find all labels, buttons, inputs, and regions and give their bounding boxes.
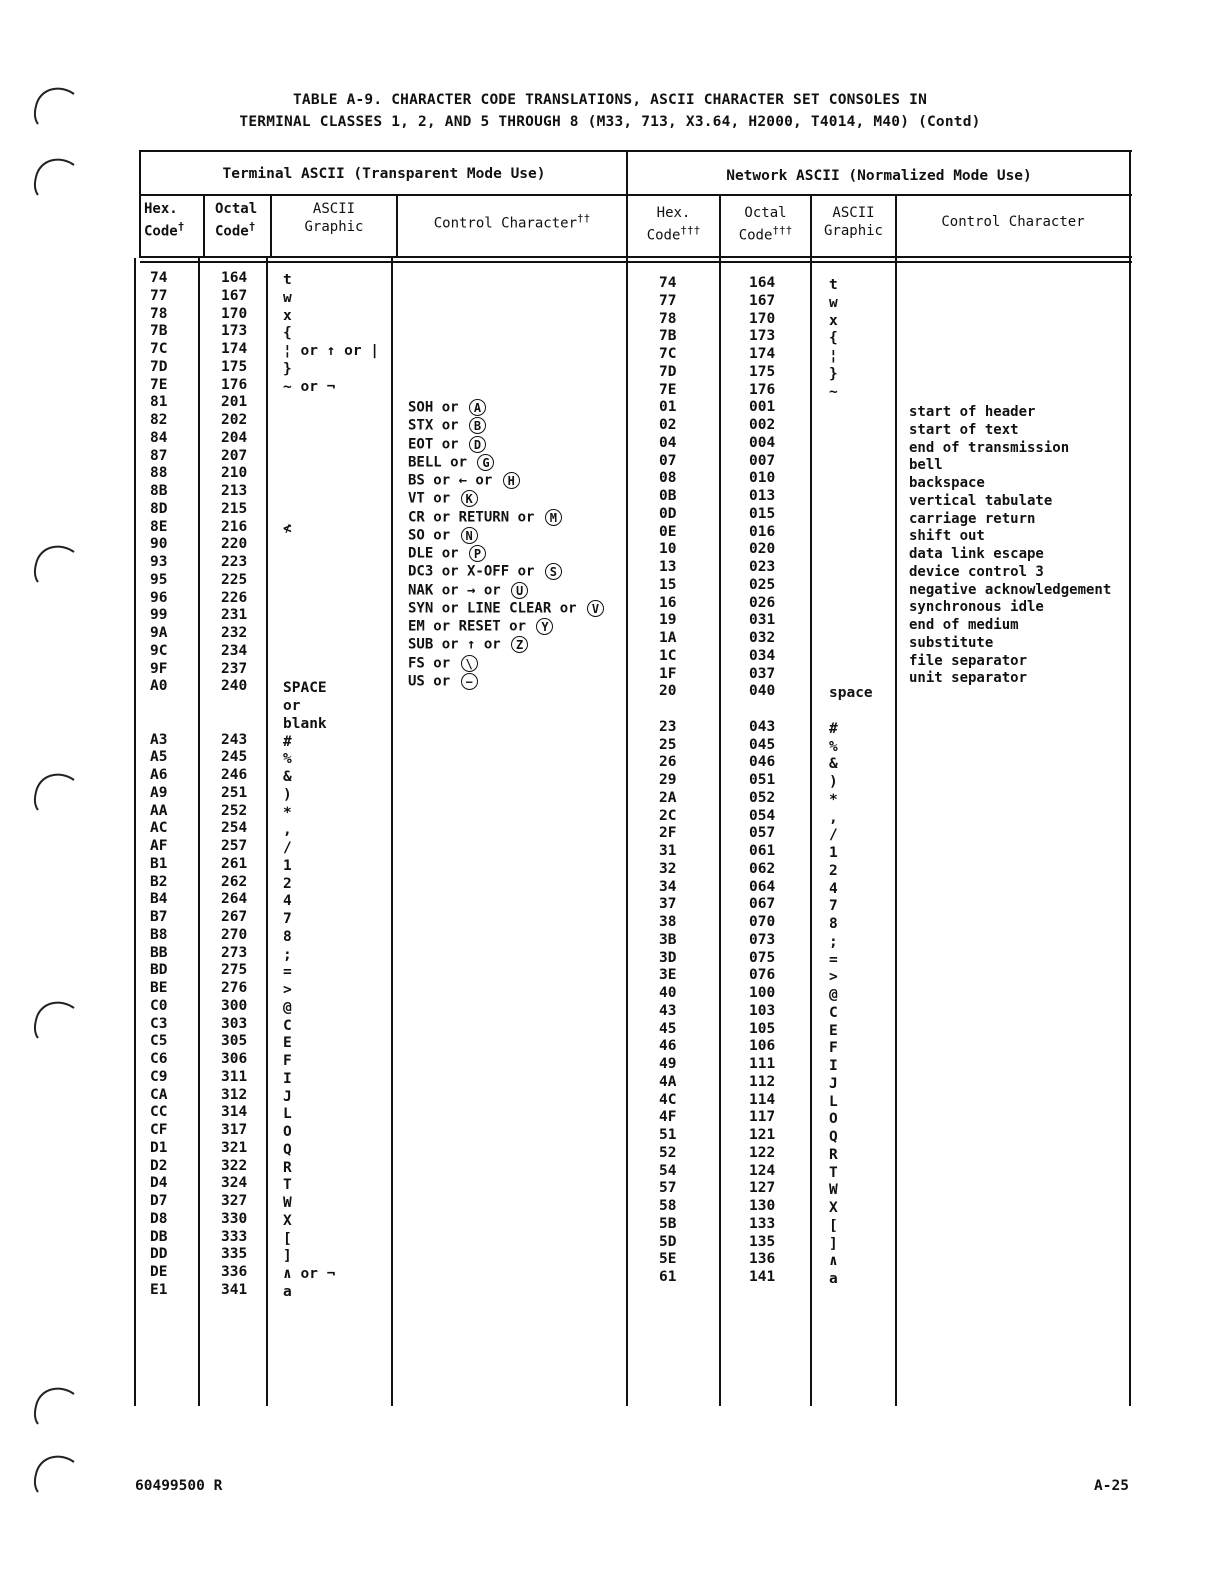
control-char-row bbox=[408, 399, 604, 417]
control-char-text: DLE or bbox=[408, 545, 468, 562]
control-char-text: SUB or ↑ or bbox=[408, 636, 510, 653]
control-char-row bbox=[408, 509, 604, 527]
table-title-line2: TERMINAL CLASSES 1, 2, AND 5 THROUGH 8 (M33, 713, X3.64, H2000, T4014, M40) (Contd) bbox=[239, 114, 981, 130]
header-network-octal: Octal Code††† bbox=[738, 205, 793, 244]
col-divider bbox=[810, 194, 812, 1406]
group-header-divider bbox=[140, 194, 1132, 196]
table-left-border bbox=[139, 150, 141, 258]
binder-hole-icon bbox=[30, 1452, 76, 1494]
section-divider bbox=[626, 150, 628, 1406]
terminal-control-column bbox=[408, 399, 604, 691]
control-char-text: DC3 or X-OFF or bbox=[408, 563, 543, 580]
col-divider bbox=[203, 194, 205, 258]
header-terminal-octal: Octal Code† bbox=[215, 201, 258, 240]
table-right-border bbox=[1129, 150, 1131, 1406]
control-char-text: VT or bbox=[408, 490, 459, 507]
control-char-row bbox=[408, 655, 604, 673]
control-char-text: EOT or bbox=[408, 436, 468, 452]
header-network-hex: Hex. Code††† bbox=[646, 205, 701, 244]
terminal-group-header: Terminal ASCII (Transparent Mode Use) bbox=[222, 166, 546, 182]
circled-key-icon: G bbox=[477, 454, 494, 471]
control-char-row bbox=[408, 636, 604, 654]
control-char-text: EM or RESET or bbox=[408, 618, 535, 635]
control-char-row bbox=[408, 582, 604, 600]
network-control-column: start of header start of text end of transmission bell backspace vertical tabulate carriage return shift out data link escape device control 3 negative acknowledgement synchronous idle end of medium substitute file separator unit separator bbox=[909, 404, 1112, 687]
document-number: 60499500 R bbox=[135, 1478, 223, 1494]
col-divider bbox=[198, 258, 200, 1406]
circled-key-icon: Y bbox=[536, 618, 553, 635]
control-char-row bbox=[408, 436, 604, 454]
circled-key-icon: U bbox=[511, 582, 528, 599]
circled-key-icon: − bbox=[461, 673, 478, 690]
control-char-text: BS or ← or bbox=[408, 472, 501, 489]
control-char-text: SYN or LINE CLEAR or bbox=[408, 600, 586, 617]
network-hex-column: 74 77 78 7B 7C 7D 7E 01 02 04 07 08 0B 0D 0E 10 13 15 16 19 1A 1C 1F 20 23 25 26 29 2A 2C 2F 31 32 34 37 38 3B 3D 3E 40 43 45 46 49 4A 4C 4F 51 52 54 57 58 5B 5D 5E 61 bbox=[659, 275, 677, 1285]
circled-key-icon: P bbox=[469, 545, 486, 562]
control-char-text: SO or bbox=[408, 527, 459, 544]
control-char-row bbox=[408, 527, 604, 545]
terminal-hex-column: 74 77 78 7B 7C 7D 7E 81 82 84 87 88 8B 8D 8E 90 93 95 96 99 9A 9C 9F A0 A3 A5 A6 A9 AA AC AF B1 B2 B4 B7 B8 BB BD BE C0 C3 C5 C6 C9 CA CC CF D1 D2 D4 D7 D8 DB DD DE E1 bbox=[150, 270, 168, 1298]
terminal-octal-column: 164 167 170 173 174 175 176 201 202 204 207 210 213 215 216 220 223 225 226 231 232 234 237 240 243 245 246 251 252 254 257 261 262 264 267 270 273 275 276 300 303 305 306 311 312 314 317 321 322 324 327 330 333 335 336 341 bbox=[221, 270, 248, 1298]
network-octal-column: 164 167 170 173 174 175 176 001 002 004 007 010 013 015 016 020 023 025 026 031 032 034 037 040 043 045 046 051 052 054 057 061 062 064 067 070 073 075 076 100 103 105 106 111 112 114 117 121 122 124 127 130 133 135 136 141 bbox=[749, 275, 776, 1285]
header-network-control: Control Character bbox=[941, 214, 1085, 230]
binder-hole-icon bbox=[30, 542, 76, 584]
control-char-text: NAK or → or bbox=[408, 582, 510, 598]
circled-key-icon: M bbox=[545, 509, 562, 526]
header-terminal-graphic: ASCII Graphic bbox=[304, 201, 364, 235]
circled-key-icon: \ bbox=[461, 655, 478, 672]
header-terminal-hex: Hex. Code† bbox=[144, 201, 185, 240]
circled-key-icon: S bbox=[545, 563, 562, 580]
network-group-header: Network ASCII (Normalized Mode Use) bbox=[726, 168, 1032, 184]
network-graphic-column: t w x { ¦ } ~ space # % & ) * , / 1 2 4 7 8 ; = > @ C E F I J L O Q R T W X [ ] ∧ a bbox=[829, 277, 873, 1287]
circled-key-icon: Z bbox=[511, 636, 528, 653]
circled-key-icon: H bbox=[503, 472, 520, 489]
col-divider bbox=[895, 194, 897, 1406]
column-header-divider-double bbox=[140, 261, 1132, 263]
binder-hole-icon bbox=[30, 155, 76, 197]
control-char-row bbox=[408, 600, 604, 618]
binder-hole-icon bbox=[30, 1384, 76, 1426]
circled-key-icon: B bbox=[469, 417, 486, 434]
control-char-text: US or bbox=[408, 673, 459, 690]
header-terminal-control: Control Character†† bbox=[433, 212, 591, 232]
terminal-graphic-column: t w x { ¦ or ↑ or | } ~ or ¬ ≮ SPACE or blank # % & ) * , / 1 2 4 7 8 ; = > @ C E F I J L O Q R T W X [ ] ∧ or ¬ a bbox=[283, 272, 380, 1300]
control-char-row bbox=[408, 472, 604, 490]
control-char-row bbox=[408, 417, 604, 435]
control-char-text: BELL or bbox=[408, 454, 476, 471]
control-char-row bbox=[408, 563, 604, 581]
header-network-graphic: ASCII Graphic bbox=[823, 205, 883, 239]
binder-hole-icon bbox=[30, 770, 76, 812]
control-char-row bbox=[408, 673, 604, 691]
col-divider bbox=[391, 258, 393, 1406]
col-divider bbox=[266, 258, 268, 1406]
circled-key-icon: N bbox=[461, 527, 478, 544]
binder-hole-icon bbox=[30, 998, 76, 1040]
control-char-row bbox=[408, 545, 604, 563]
page-number: A-25 bbox=[1094, 1478, 1129, 1494]
control-char-row bbox=[408, 454, 604, 472]
column-header-divider bbox=[140, 256, 1132, 258]
circled-key-icon: D bbox=[469, 436, 486, 453]
control-char-text: SOH or bbox=[408, 399, 468, 416]
table-title-line1: TABLE A-9. CHARACTER CODE TRANSLATIONS, ASCII CHARACTER SET CONSOLES IN bbox=[292, 92, 927, 108]
circled-key-icon: V bbox=[587, 600, 604, 617]
control-char-text: CR or RETURN or bbox=[408, 509, 543, 525]
circled-key-icon: K bbox=[461, 490, 478, 507]
control-char-text: STX or bbox=[408, 417, 468, 434]
table-left-border-lower bbox=[134, 258, 136, 1406]
control-char-row bbox=[408, 490, 604, 508]
table-top-border bbox=[140, 150, 1132, 152]
col-divider bbox=[719, 194, 721, 1406]
control-char-text: FS or bbox=[408, 655, 459, 671]
control-char-row bbox=[408, 618, 604, 636]
circled-key-icon: A bbox=[469, 399, 486, 416]
